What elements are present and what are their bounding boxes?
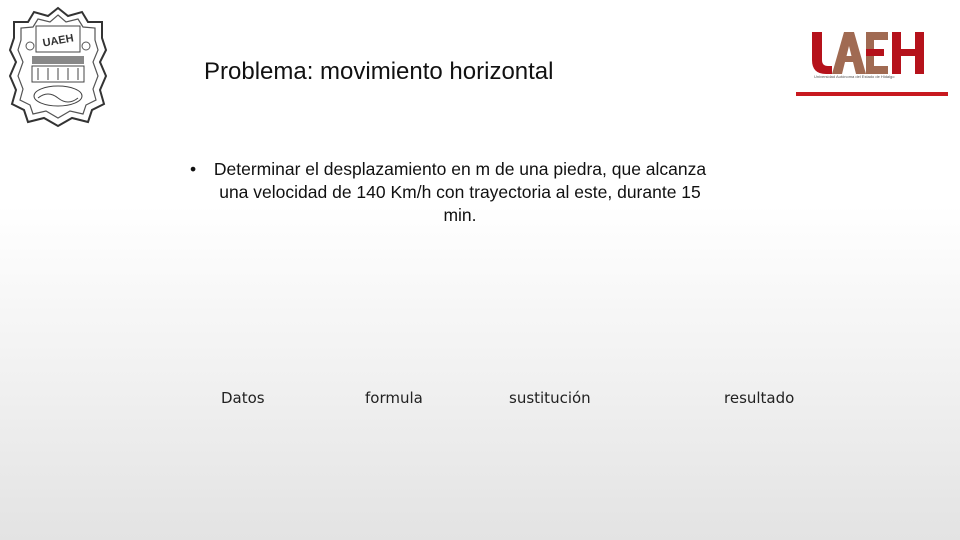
uaeh-logo-icon — [796, 26, 948, 100]
problem-statement — [190, 158, 710, 227]
bullet-dot: • — [190, 159, 197, 179]
slide-title: Problema: movimiento horizontal — [204, 58, 554, 85]
uaeh-tagline: Universidad Autónoma del Estado de Hidalgo — [814, 74, 895, 79]
uaeh-logo — [796, 26, 948, 100]
seal-emblem-icon — [8, 6, 108, 128]
column-resultado: resultado — [724, 389, 795, 407]
column-formula: formula — [365, 389, 423, 407]
column-sustitucion: sustitución — [509, 389, 591, 407]
bullet-item — [190, 158, 710, 227]
column-datos: Datos — [221, 389, 265, 407]
seal-logo-text: UAEH — [41, 32, 75, 50]
problem-text: Determinar el desplazamiento en m de una piedra, que alcanza una velocidad de 140 Km/h con trayectoria al este, durante 15 min. — [213, 159, 707, 225]
